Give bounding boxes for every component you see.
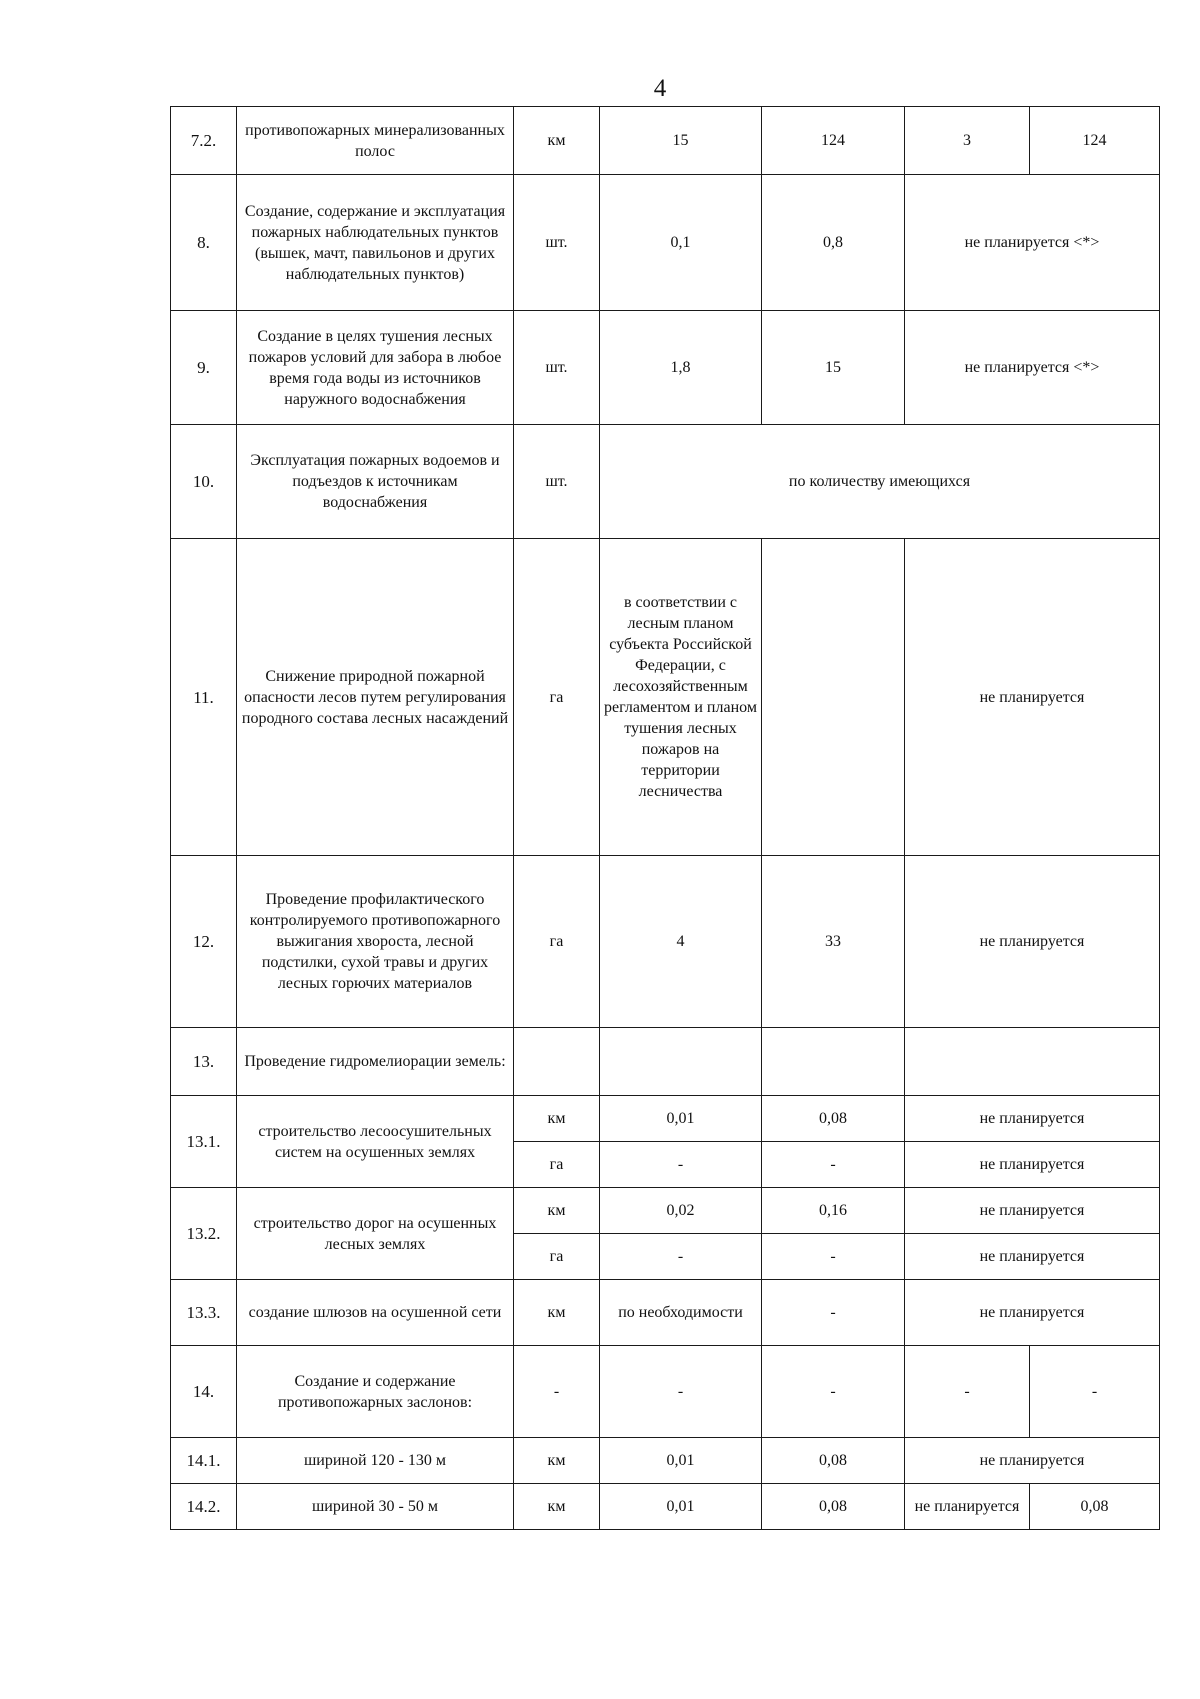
value-cell: 33	[762, 856, 905, 1028]
measure-name: Создание в целях тушения лесных пожаров условий для забора в любое время года воды из источников наружного водоснабжения	[237, 311, 514, 425]
row-number: 13.2.	[171, 1188, 237, 1280]
unit-cell: га	[514, 856, 600, 1028]
measure-name: Снижение природной пожарной опасности лесов путем регулирования породного состава лесных насаждений	[237, 539, 514, 856]
measure-name: Проведение профилактического контролируемого противопожарного выжигания хвороста, лесной подстилки, сухой травы и других лесных горючих материалов	[237, 856, 514, 1028]
measure-name: Создание и содержание противопожарных заслонов:	[237, 1346, 514, 1438]
value-cell: -	[905, 1346, 1030, 1438]
plan-cell: не планируется	[905, 1438, 1160, 1484]
value-cell: 1,8	[600, 311, 762, 425]
measure-name: строительство лесоосушительных систем на осушенных землях	[237, 1096, 514, 1188]
value-cell	[762, 1028, 905, 1096]
plan-cell: не планируется	[905, 1142, 1160, 1188]
row-number: 7.2.	[171, 107, 237, 175]
unit-cell: км	[514, 107, 600, 175]
value-cell: по необходимости	[600, 1280, 762, 1346]
value-cell: -	[762, 1142, 905, 1188]
row-number: 9.	[171, 311, 237, 425]
table-row	[171, 1484, 1160, 1530]
unit-cell: км	[514, 1484, 600, 1530]
unit-cell: шт.	[514, 175, 600, 311]
value-cell: -	[762, 1346, 905, 1438]
unit-cell: га	[514, 1234, 600, 1280]
table-row	[171, 1280, 1160, 1346]
row-number: 13.1.	[171, 1096, 237, 1188]
row-number: 11.	[171, 539, 237, 856]
measure-name: шириной 120 - 130 м	[237, 1438, 514, 1484]
value-cell: 0,01	[600, 1438, 762, 1484]
row-number: 14.2.	[171, 1484, 237, 1530]
plan-cell: не планируется <*>	[905, 311, 1160, 425]
value-cell: 0,08	[762, 1438, 905, 1484]
row-number: 14.1.	[171, 1438, 237, 1484]
plan-cell: не планируется	[905, 1188, 1160, 1234]
plan-cell: не планируется	[905, 1234, 1160, 1280]
unit-cell: га	[514, 1142, 600, 1188]
row-number: 13.	[171, 1028, 237, 1096]
table-row	[171, 539, 1160, 856]
row-number: 14.	[171, 1346, 237, 1438]
table-row	[171, 1346, 1160, 1438]
value-cell: 0,1	[600, 175, 762, 311]
value-cell: 0,08	[762, 1096, 905, 1142]
plan-cell: не планируется	[905, 1280, 1160, 1346]
value-cell: 124	[762, 107, 905, 175]
value-cell: -	[762, 1234, 905, 1280]
unit-cell: км	[514, 1438, 600, 1484]
unit-cell: шт.	[514, 425, 600, 539]
value-cell: 0,16	[762, 1188, 905, 1234]
unit-cell: км	[514, 1188, 600, 1234]
measure-name: строительство дорог на осушенных лесных землях	[237, 1188, 514, 1280]
value-cell	[762, 539, 905, 856]
value-cell: 0,02	[600, 1188, 762, 1234]
row-number: 12.	[171, 856, 237, 1028]
value-cell: 0,01	[600, 1096, 762, 1142]
value-cell: -	[762, 1280, 905, 1346]
unit-cell: шт.	[514, 311, 600, 425]
unit-cell: га	[514, 539, 600, 856]
measure-name: создание шлюзов на осушенной сети	[237, 1280, 514, 1346]
table-row	[171, 311, 1160, 425]
row-number: 8.	[171, 175, 237, 311]
value-cell: 0,08	[1030, 1484, 1160, 1530]
table-row	[171, 175, 1160, 311]
plan-cell: не планируется <*>	[905, 175, 1160, 311]
table-row	[171, 1028, 1160, 1096]
value-cell: 15	[600, 107, 762, 175]
table-row	[171, 107, 1160, 175]
value-cell: -	[600, 1346, 762, 1438]
value-cell: не планируется	[905, 1484, 1030, 1530]
value-cell: 0,8	[762, 175, 905, 311]
value-cell	[600, 1028, 762, 1096]
value-cell: в соответствии с лесным планом субъекта Российской Федерации, с лесохозяйственным регламентом и планом тушения лесных пожаров на территории лесничества	[600, 539, 762, 856]
table-row	[171, 1096, 1160, 1142]
plan-cell: не планируется	[905, 856, 1160, 1028]
measure-name: Создание, содержание и эксплуатация пожарных наблюдательных пунктов (вышек, мачт, павильонов и других наблюдательных пунктов)	[237, 175, 514, 311]
plan-cell	[905, 1028, 1160, 1096]
unit-cell: км	[514, 1096, 600, 1142]
unit-cell: км	[514, 1280, 600, 1346]
value-cell: 15	[762, 311, 905, 425]
plan-cell: не планируется	[905, 539, 1160, 856]
value-cell: -	[600, 1234, 762, 1280]
measure-name: противопожарных минерализованных полос	[237, 107, 514, 175]
unit-cell	[514, 1028, 600, 1096]
value-cell: -	[600, 1142, 762, 1188]
value-cell: 0,01	[600, 1484, 762, 1530]
measure-name: шириной 30 - 50 м	[237, 1484, 514, 1530]
measure-name: Проведение гидромелиорации земель:	[237, 1028, 514, 1096]
row-number: 10.	[171, 425, 237, 539]
value-cell: -	[1030, 1346, 1160, 1438]
table-row	[171, 1438, 1160, 1484]
measure-name: Эксплуатация пожарных водоемов и подъездов к источникам водоснабжения	[237, 425, 514, 539]
measures-table	[170, 106, 1160, 1530]
plan-cell: не планируется	[905, 1096, 1160, 1142]
table-row	[171, 425, 1160, 539]
value-cell: 3	[905, 107, 1030, 175]
value-cell: 4	[600, 856, 762, 1028]
table-row	[171, 856, 1160, 1028]
page-number: 4	[653, 75, 667, 102]
row-number: 13.3.	[171, 1280, 237, 1346]
value-cell: 124	[1030, 107, 1160, 175]
value-cell: 0,08	[762, 1484, 905, 1530]
table-row	[171, 1188, 1160, 1234]
merged-value-cell: по количеству имеющихся	[600, 425, 1160, 539]
unit-cell: -	[514, 1346, 600, 1438]
